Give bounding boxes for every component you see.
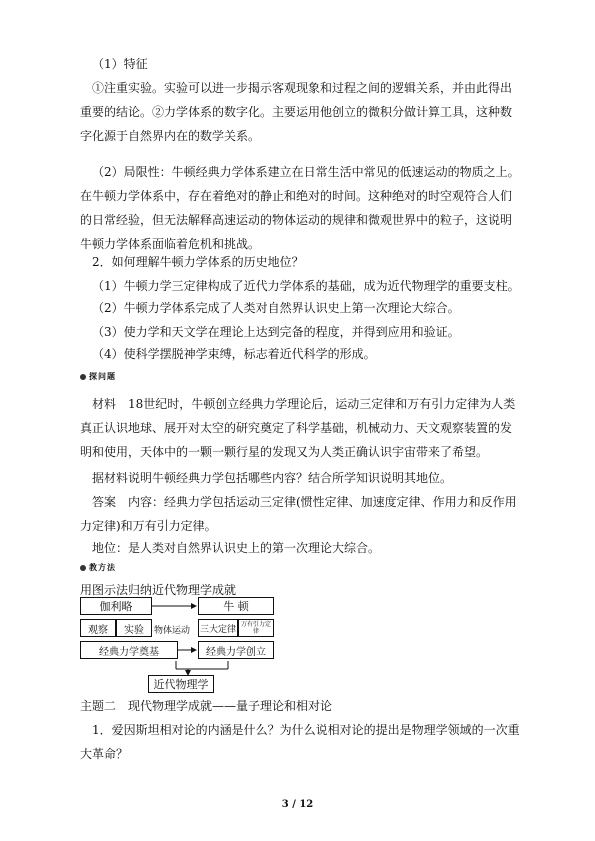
topic2-title: 主题二 现代物理学成就——量子理论和相对论 bbox=[80, 699, 333, 713]
bullet-icon bbox=[80, 565, 86, 571]
features-heading: （1）特征 bbox=[92, 57, 148, 71]
bullet-icon bbox=[80, 374, 86, 380]
galileo-box: 伽利略 bbox=[80, 597, 152, 615]
limits-text: （2）局限性：牛顿经典力学体系建立在日常生活中常见的低速运动的物质之上。在牛顿力学体系中，存在着绝对的静止和绝对的时间。这种绝对的时空观符合人们的日常经验，但无法解释高速运动的物体运动的规律和微观世界中的粒子，这说明牛顿力学体系面临着危机和挑战。 bbox=[80, 165, 520, 251]
topic2-question1: 1．爱因斯坦相对论的内涵是什么？为什么说相对论的提出是物理学领域的一次重大革命？ bbox=[80, 723, 520, 761]
question2-item-2: （2）牛顿力学体系完成了人类对自然界认识史上第一次理论大综合。 bbox=[92, 301, 460, 315]
founding-box: 经典力学创立 bbox=[198, 641, 274, 659]
explore-material: 材料 18世纪时，牛顿创立经典力学理论后，运动三定律和万有引力定律为人类真正认识地球、展开对太空的研究奠定了科学基础，机械动力、天文观察装置的发明和使用，天体中的一颗一颗行星的发现又为人类正确认识宇宙带来了希望。 bbox=[80, 397, 516, 459]
newton-box: 牛 顿 bbox=[198, 597, 274, 615]
experiment-box: 实验 bbox=[116, 619, 152, 637]
method-heading: 教方法 bbox=[80, 562, 116, 573]
explore-answer: 答案 内容：经典力学包括运动三定律(惯性定律、加速度定律、作用力和反作用力定律)和万有引力定律。 bbox=[80, 495, 517, 533]
question2-item-4: （4）使科学摆脱神学束缚，标志着近代科学的形成。 bbox=[92, 347, 376, 361]
page-number: 3 / 12 bbox=[281, 799, 314, 810]
foundation-box: 经典力学奠基 bbox=[80, 641, 178, 659]
observe-box: 观察 bbox=[80, 619, 116, 637]
question2-item-1: （1）牛顿力学三定律构成了近代力学体系的基础，成为近代物理学的重要支柱。 bbox=[92, 279, 520, 293]
explore-status: 地位：是人类对自然界认识史上的第一次理论大综合。 bbox=[92, 541, 381, 555]
question2-item-3: （3）使力学和天文学在理论上达到完备的程度，并得到应用和验证。 bbox=[92, 325, 460, 339]
physics-diagram bbox=[78, 595, 298, 695]
three-laws-box: 三大定律 bbox=[198, 619, 238, 637]
motion-label: 物体运动 bbox=[154, 626, 191, 636]
explore-heading: 探问题 bbox=[80, 371, 116, 382]
explore-question: 据材料说明牛顿经典力学包括哪些内容？结合所学知识说明其地位。 bbox=[92, 471, 453, 485]
question2-title: 2．如何理解牛顿力学体系的历史地位？ bbox=[92, 255, 304, 269]
features-text: ①注重实验。实验可以进一步揭示客观现象和过程之间的逻辑关系，并由此得出重要的结论。②力学体系的数字化。主要运用他创立的微积分做计算工具，这种数字化源于自然界内在的数学关系。 bbox=[80, 81, 513, 143]
result-box: 近代物理学 bbox=[148, 675, 214, 693]
method-intro: 用图示法归纳近代物理学成就 bbox=[80, 583, 237, 597]
gravity-box: 万有引力定律 bbox=[238, 619, 274, 637]
